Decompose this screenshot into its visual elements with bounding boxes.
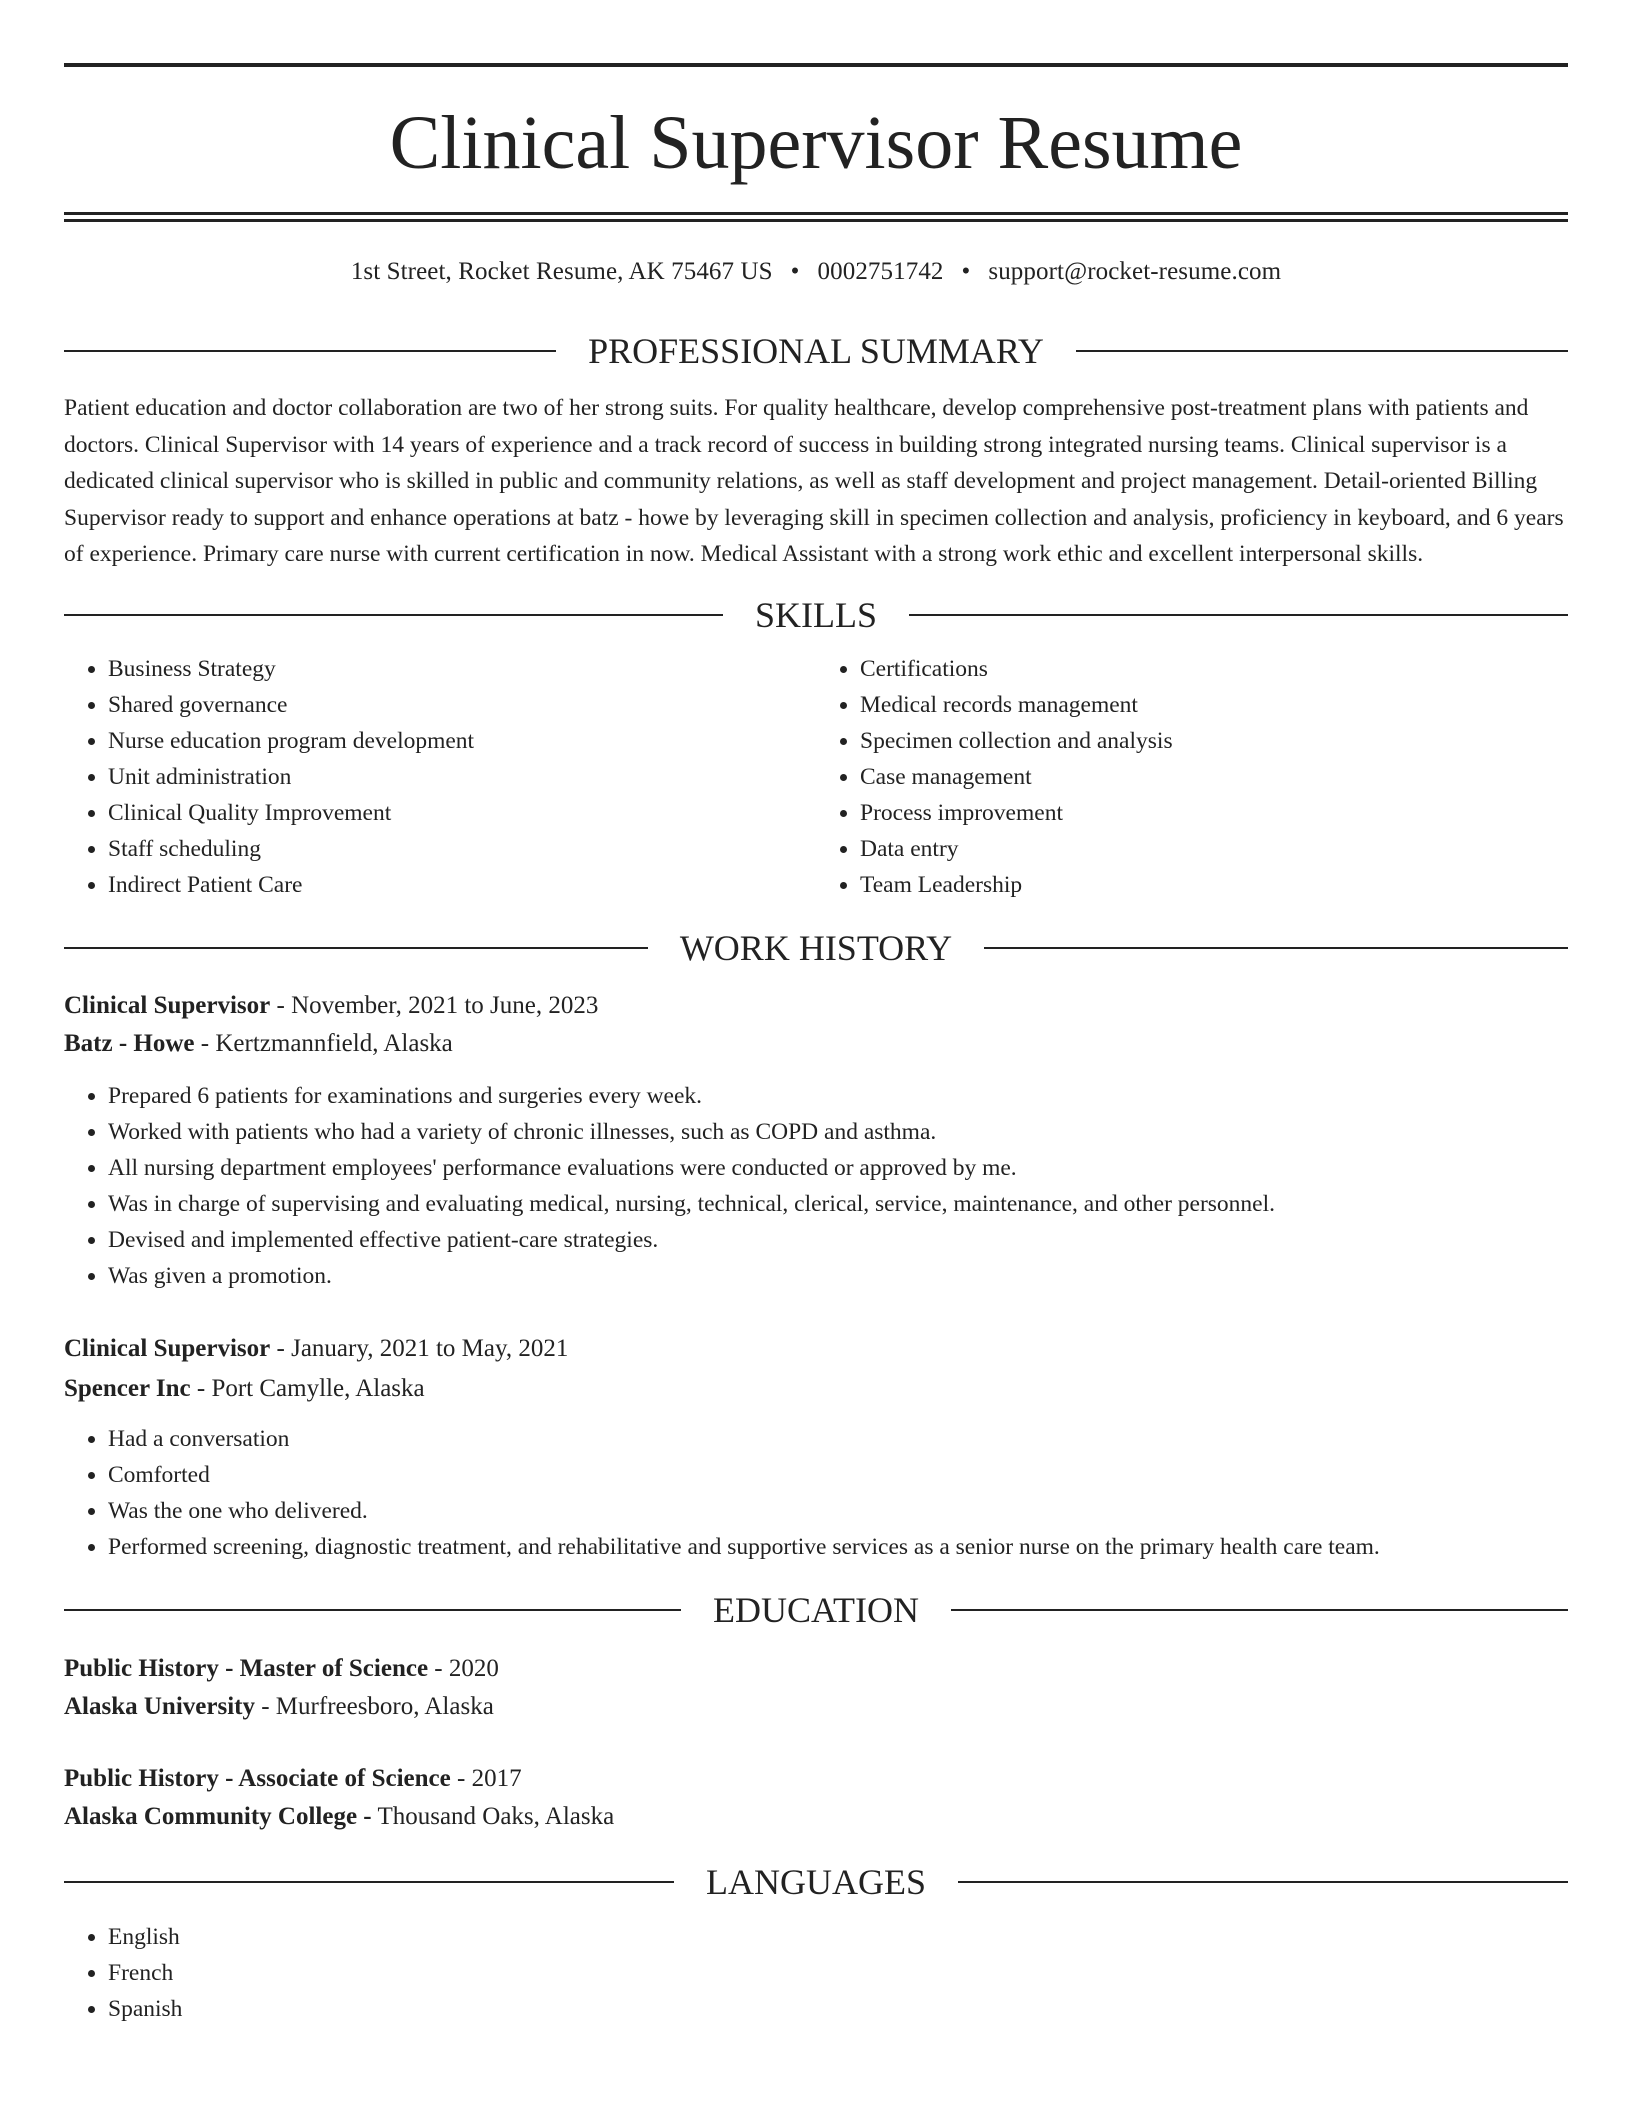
section-heading-education xyxy=(64,1589,1568,1630)
skill-item: • Business Strategy xyxy=(108,651,816,687)
education-school-line xyxy=(64,1688,1568,1726)
language-item: • English xyxy=(108,1919,1568,1955)
job-bullet: • Was given a promotion. xyxy=(108,1258,1568,1294)
education-school-line xyxy=(64,1798,1568,1836)
heading-rule xyxy=(951,1609,1568,1611)
resume-title: Clinical Supervisor Resume xyxy=(389,101,1243,185)
skill-item: • Clinical Quality Improvement xyxy=(108,795,816,831)
skill-item: • Indirect Patient Care xyxy=(108,867,816,903)
skill-item: • Team Leadership xyxy=(860,867,1568,903)
job-entry xyxy=(64,1330,1568,1565)
section-heading-skills xyxy=(64,594,1568,635)
job-bullet: • Had a conversation xyxy=(108,1421,1568,1457)
contact-email: support@rocket-resume.com xyxy=(988,258,1282,285)
contact-separator: • xyxy=(961,258,971,285)
section-heading-label: EDUCATION xyxy=(713,1589,919,1630)
language-item: • French xyxy=(108,1955,1568,1991)
job-bullet: • Performed screening, diagnostic treatment, and rehabilitative and supportive services as a senior nurse on the primary health care team. xyxy=(108,1529,1568,1565)
education-degree: Public History - Master of Science xyxy=(64,1654,429,1682)
section-heading-languages xyxy=(64,1861,1568,1902)
section-heading-label: SKILLS xyxy=(755,594,878,635)
job-bullet: • All nursing department employees' performance evaluations were conducted or approved by me. xyxy=(108,1150,1568,1186)
contact-address: 1st Street, Rocket Resume, AK 75467 US xyxy=(350,258,773,285)
job-company-line xyxy=(64,1370,1568,1408)
job-company: Spencer Inc xyxy=(64,1374,191,1402)
education-school: Alaska Community College - xyxy=(64,1802,372,1830)
job-bullet: • Prepared 6 patients for examinations and surgeries every week. xyxy=(108,1078,1568,1114)
education-year: - 2017 xyxy=(450,1764,522,1792)
summary-text: Patient education and doctor collaboration are two of her strong suits. For quality healthcare, develop comprehensive post-treatment plans with patients and doctors. Clinical Supervisor with 14 years of experience and a track record of success in building strong integrated nursing teams. Clinical supervisor is a dedicated clinical supervisor who is skilled in public and community relations, as well as staff development and project management. Detail-oriented Billing Supervisor ready to support and enhance operations at batz - howe by leveraging skill in specimen collection and analysis, proficiency in keyboard, and 6 years of experience. Primary care nurse with current certification in now. Medical Assistant with a strong work ethic and excellent interpersonal skills. xyxy=(64,395,1564,567)
education-school: Alaska University xyxy=(64,1692,255,1720)
education-location: Thousand Oaks, Alaska xyxy=(371,1802,615,1830)
job-bullets xyxy=(64,1421,1568,1565)
job-bullet: • Comforted xyxy=(108,1457,1568,1493)
skill-item: • Case management xyxy=(860,759,1568,795)
skill-item: • Staff scheduling xyxy=(108,831,816,867)
contact-line xyxy=(64,258,1568,286)
heading-rule xyxy=(64,1881,674,1883)
language-item: • Spanish xyxy=(108,1991,1568,2027)
job-title-line xyxy=(64,987,1568,1025)
skills-list xyxy=(64,651,1568,903)
skill-item: • Unit administration xyxy=(108,759,816,795)
job-bullet: • Devised and implemented effective patient-care strategies. xyxy=(108,1222,1568,1258)
section-heading-label: WORK HISTORY xyxy=(679,927,953,968)
skill-item: • Shared governance xyxy=(108,687,816,723)
job-dates: - November, 2021 to June, 2023 xyxy=(270,991,599,1019)
skills-column-left xyxy=(64,651,816,903)
skills-column-right xyxy=(816,651,1568,903)
job-title-line xyxy=(64,1330,1568,1368)
job-bullet: • Worked with patients who had a variety of chronic illnesses, such as COPD and asthma. xyxy=(108,1114,1568,1150)
heading-rule xyxy=(64,1609,681,1611)
education-degree-line xyxy=(64,1650,1568,1688)
skill-item: • Medical records management xyxy=(860,687,1568,723)
job-title: Clinical Supervisor xyxy=(64,1334,271,1362)
contact-separator: • xyxy=(790,258,800,285)
job-bullets xyxy=(64,1078,1568,1294)
top-rule xyxy=(64,63,1568,67)
skill-item: • Specimen collection and analysis xyxy=(860,723,1568,759)
job-title: Clinical Supervisor xyxy=(64,991,271,1019)
job-company-line xyxy=(64,1025,1568,1063)
title-double-rule xyxy=(64,212,1568,222)
education-entry xyxy=(64,1760,1568,1836)
section-heading-work-history xyxy=(64,927,1568,968)
heading-rule xyxy=(958,1881,1568,1883)
job-bullet: • Was in charge of supervising and evaluating medical, nursing, technical, clerical, service, maintenance, and other personnel. xyxy=(108,1186,1568,1222)
job-company: Batz - Howe xyxy=(64,1029,195,1057)
job-bullet: • Was the one who delivered. xyxy=(108,1493,1568,1529)
education-degree-line xyxy=(64,1760,1568,1798)
heading-rule xyxy=(1076,350,1568,352)
section-heading-label: PROFESSIONAL SUMMARY xyxy=(588,331,1044,371)
languages-list xyxy=(64,1919,1568,2027)
contact-phone: 0002751742 xyxy=(817,258,944,285)
job-entry xyxy=(64,987,1568,1294)
heading-rule xyxy=(909,614,1568,616)
education-entry xyxy=(64,1650,1568,1726)
job-location: - Port Camylle, Alaska xyxy=(190,1374,425,1402)
skill-item: • Data entry xyxy=(860,831,1568,867)
education-location: - Murfreesboro, Alaska xyxy=(254,1692,494,1720)
education-degree: Public History - Associate of Science xyxy=(64,1764,451,1792)
heading-rule xyxy=(64,614,723,616)
section-heading-summary xyxy=(64,333,1568,369)
skill-item: • Process improvement xyxy=(860,795,1568,831)
heading-rule xyxy=(64,947,648,949)
section-heading-label: LANGUAGES xyxy=(706,1861,926,1902)
skill-item: • Nurse education program development xyxy=(108,723,816,759)
skill-item: • Certifications xyxy=(860,651,1568,687)
job-dates: - January, 2021 to May, 2021 xyxy=(270,1334,569,1362)
heading-rule xyxy=(984,947,1568,949)
job-location: - Kertzmannfield, Alaska xyxy=(194,1029,453,1057)
heading-rule xyxy=(64,350,556,352)
education-year: - 2020 xyxy=(428,1654,499,1682)
